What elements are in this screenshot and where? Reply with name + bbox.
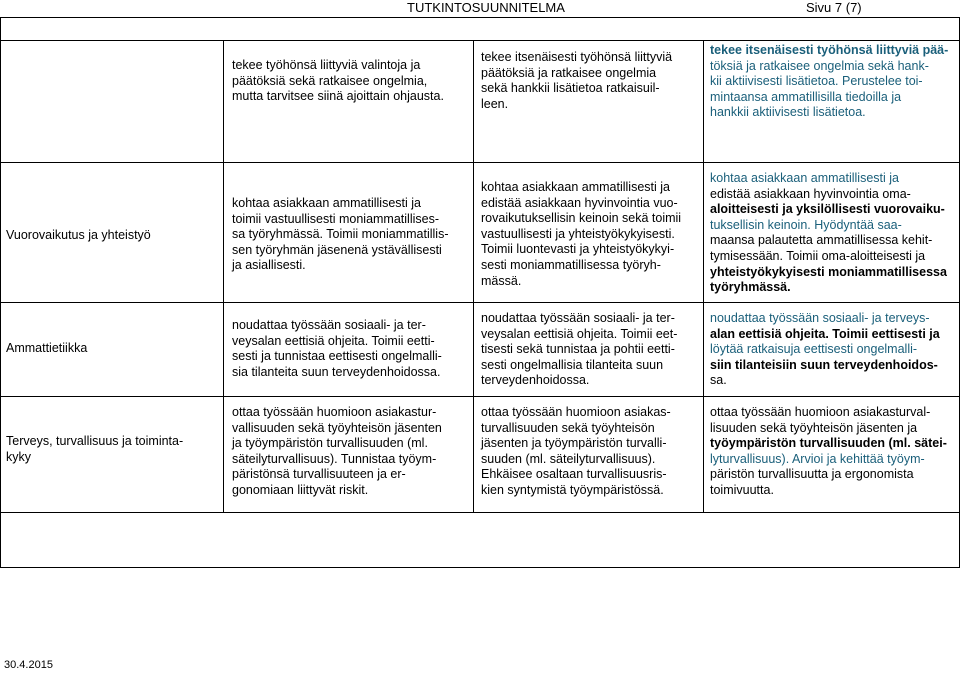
table-divider bbox=[0, 396, 960, 397]
row2-col2: noudattaa työssään sosiaali- ja ter- veysalan eettisiä ohjeita. Toimii eet- tisesti sekä tunnistaa ja pohtii eetti- sesti ongelmallisia tilanteita suun terveydenhoidossa. bbox=[481, 311, 678, 388]
table-column-divider bbox=[223, 40, 224, 162]
header-page-number: Sivu 7 (7) bbox=[806, 0, 862, 15]
row3-col1: ottaa työssään huomioon asiakastur- vallisuuden sekä työyhteisön jäsenten ja työympäristön turvallisuuden (ml. säteilyturvallisuus). Tunnistaa työym- päristönsä turvallisuuteen ja er- gonomiaan liittyvät riskit. bbox=[232, 405, 442, 497]
row-label-vuorovaikutus: Vuorovaikutus ja yhteistyö bbox=[6, 228, 151, 242]
footer-date: 30.4.2015 bbox=[4, 659, 53, 671]
table-divider bbox=[0, 512, 960, 513]
row1-col2: kohtaa asiakkaan ammatillisesti ja edistää asiakkaan hyvinvointia vuo- rovaikutuksellisin keinoin sekä toimii vastuullisesti ja yhteistyökykyisesti. Toimii luontevasti ja yhteistyökykyi- sesti moniammatillisessa työryh- mässä. bbox=[481, 180, 682, 288]
top-row-col1: tekee työhönsä liittyviä valintoja ja päätöksiä sekä ratkaisee ongelmia, mutta tarvitsee siinä ajoittain ohjausta. bbox=[232, 58, 444, 104]
row-label-ammattietiikka: Ammattietiikka bbox=[6, 341, 88, 355]
table-column-divider bbox=[703, 40, 704, 162]
table-column-divider bbox=[473, 162, 474, 512]
table-divider bbox=[0, 302, 960, 303]
row2-col3: noudattaa työssään sosiaali- ja terveys- alan eettisiä ohjeita. Toimii eettisesti ja löytää ratkaisuja eettisesti ongelmalli- siin tilanteisiin suun terveydenhoidos- sa. bbox=[710, 311, 940, 388]
table-border-left bbox=[0, 17, 1, 568]
table-border-bottom bbox=[0, 567, 960, 568]
table-column-divider bbox=[223, 162, 224, 512]
row3-col2: ottaa työssään huomioon asiakas- turvallisuuden sekä työyhteisön jäsenten ja työympäristön turvalli- suuden (ml. säteilyturvallisuus). Ehkäisee osaltaan turvallisuusris- kien syntymistä työympäristössä. bbox=[481, 405, 671, 497]
table-border-top bbox=[0, 17, 960, 18]
row-label-terveys: Terveys, turvallisuus ja toiminta- kyky bbox=[6, 434, 184, 464]
row3-col3: ottaa työssään huomioon asiakasturval- lisuuden sekä työyhteisön jäsenten ja työympäristön turvallisuuden (ml. sätei- lyturvallisuus). Arvioi ja kehittää työym- päristön turvallisuutta ja ergonomista toimivuutta. bbox=[710, 405, 947, 497]
table-column-divider bbox=[703, 162, 704, 512]
header-title: TUTKINTOSUUNNITELMA bbox=[407, 0, 565, 15]
table-divider bbox=[0, 162, 960, 163]
row1-col3: kohtaa asiakkaan ammatillisesti ja edistää asiakkaan hyvinvointia oma- aloitteisesti ja yksilöllisesti vuorovaiku- tuksellisin keinoin. Hyödyntää saa- maansa palautetta ammatillisessa kehit- tymisessään. Toimii oma-aloitteisesti ja yhteistyökykyisesti moniammatillisessa työryhmässä. bbox=[710, 171, 947, 295]
row2-col1: noudattaa työssään sosiaali- ja ter- veysalan eettisiä ohjeita. Toimii eetti- sesti ja tunnistaa eettisesti ongelmalli- sia tilanteita suun terveydenhoidossa. bbox=[232, 318, 442, 379]
top-row-col3: tekee itsenäisesti työhönsä liittyviä pää- töksiä ja ratkaisee ongelmia sekä hank- kii aktiivisesti lisätietoa. Perustelee toi- mintaansa ammatillisilla tiedoilla ja hankkii aktiivisesti lisätietoa. bbox=[710, 43, 949, 120]
table-divider bbox=[0, 40, 960, 41]
table-column-divider bbox=[473, 40, 474, 162]
row1-col1: kohtaa asiakkaan ammatillisesti ja toimii vastuullisesti moniammatillises- sa työryhmässä. Toimii moniammatillis- sen työryhmän jäsenenä ystävällisesti ja asiallisesti. bbox=[232, 196, 449, 273]
top-row-col2: tekee itsenäisesti työhönsä liittyviä päätöksiä ja ratkaisee ongelmia sekä hankkii lisätietoa ratkaisuil- leen. bbox=[481, 50, 673, 111]
